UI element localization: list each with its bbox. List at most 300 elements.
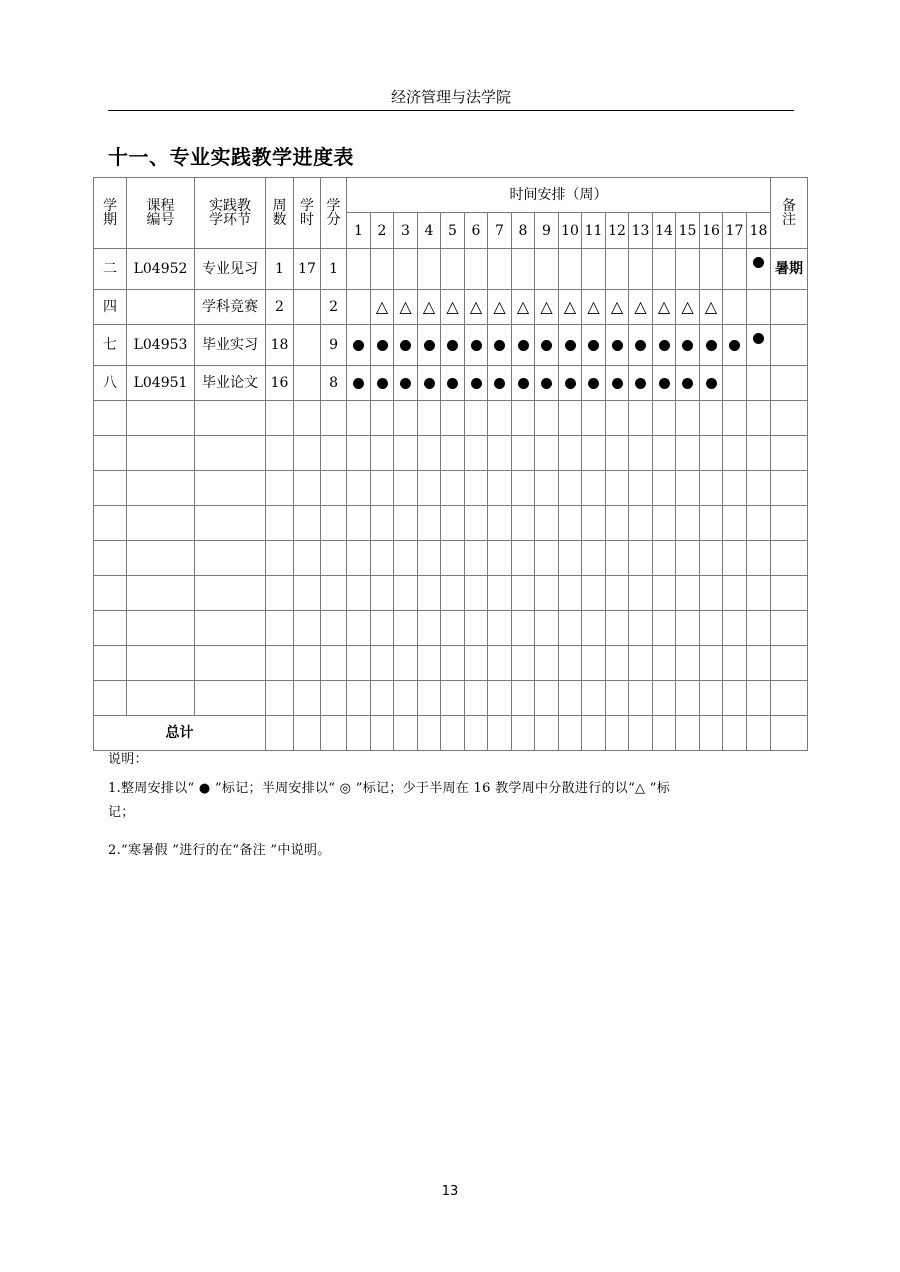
empty-cell [700,576,723,611]
full-week-dot-icon [471,378,482,389]
week-schedule-cell [606,290,629,325]
week-schedule-cell [700,325,723,366]
empty-cell [195,436,266,471]
empty-cell [747,611,771,646]
week-schedule-cell [488,249,512,290]
empty-cell [512,436,535,471]
total-cell [653,716,676,751]
full-week-dot-icon [612,340,623,351]
week-schedule-cell [371,290,394,325]
total-cell [294,716,321,751]
empty-cell [700,681,723,716]
empty-cell [653,681,676,716]
empty-cell [582,506,606,541]
empty-cell [582,436,606,471]
empty-cell [653,646,676,681]
empty-cell [441,436,465,471]
empty-cell [488,401,512,436]
week-number-cell: 3 [394,213,418,249]
empty-cell [606,541,629,576]
week-schedule-cell [418,249,441,290]
empty-cell [418,401,441,436]
total-cell [723,716,747,751]
empty-cell [441,401,465,436]
week-schedule-cell [488,290,512,325]
week-number-cell: 11 [582,213,606,249]
total-cell [535,716,559,751]
empty-cell [266,681,294,716]
empty-cell [266,506,294,541]
full-week-dot-icon [353,378,364,389]
week-number-cell: 9 [535,213,559,249]
total-cell [441,716,465,751]
total-label: 总计 [94,716,266,751]
header-remark [771,178,808,249]
total-cell [371,716,394,751]
week-schedule-cell [394,290,418,325]
total-row [94,716,808,751]
empty-cell [629,646,653,681]
hours-cell: 17 [294,249,321,290]
remark-cell: 暑期 [771,249,808,290]
empty-cell [347,681,371,716]
empty-cell [347,646,371,681]
empty-cell [582,401,606,436]
full-week-dot-icon [682,378,693,389]
empty-cell [127,611,195,646]
section-title: 十一、专业实践教学进度表 [108,145,354,169]
header-credits-line2: 分 [326,212,341,228]
empty-cell [559,611,582,646]
header-semester [94,178,127,249]
week-schedule-cell [394,366,418,401]
empty-cell [321,401,347,436]
empty-cell [488,646,512,681]
empty-cell [294,681,321,716]
empty-cell [771,436,808,471]
full-week-dot-icon [706,378,717,389]
remark-cell [771,325,808,366]
empty-cell [629,436,653,471]
total-cell [465,716,488,751]
empty-cell [195,401,266,436]
total-cell [606,716,629,751]
empty-cell [512,611,535,646]
empty-cell [371,541,394,576]
empty-cell [606,436,629,471]
scattered-triangle-icon: △ [516,297,530,316]
empty-cell [94,436,127,471]
total-cell [394,716,418,751]
full-week-dot-icon [706,340,717,351]
empty-cell [294,611,321,646]
week-schedule-cell [653,366,676,401]
credits-cell: 9 [321,325,347,366]
scattered-triangle-icon: △ [540,297,553,316]
empty-cell [723,471,747,506]
empty-cell [94,401,127,436]
empty-cell [559,681,582,716]
week-schedule-cell [559,325,582,366]
empty-cell [418,681,441,716]
header-link-line1: 实践教 [209,198,251,214]
hours-cell [294,290,321,325]
header-rule [108,110,794,111]
week-schedule-cell [747,325,771,366]
empty-cell [606,681,629,716]
empty-table-row [94,611,808,646]
empty-cell [195,471,266,506]
week-schedule-cell [512,249,535,290]
week-schedule-cell [371,249,394,290]
empty-cell [488,611,512,646]
empty-cell [606,611,629,646]
empty-cell [535,611,559,646]
empty-cell [394,611,418,646]
full-week-dot-icon [588,340,599,351]
week-schedule-cell [465,249,488,290]
empty-cell [418,576,441,611]
empty-cell [676,401,700,436]
week-number-cell: 13 [629,213,653,249]
empty-cell [629,401,653,436]
full-week-dot-icon [353,340,364,351]
empty-table-row [94,541,808,576]
week-schedule-cell [535,325,559,366]
empty-cell [321,436,347,471]
empty-cell [465,611,488,646]
remark-cell [771,366,808,401]
full-week-dot-icon [682,340,693,351]
week-schedule-cell [653,249,676,290]
empty-cell [394,401,418,436]
empty-cell [606,576,629,611]
full-week-dot-icon [400,378,411,389]
total-cell [582,716,606,751]
empty-cell [559,646,582,681]
empty-cell [653,506,676,541]
scattered-triangle-icon: △ [422,297,436,316]
header-code-line1: 课程 [146,198,175,214]
empty-cell [321,611,347,646]
empty-cell [535,541,559,576]
empty-cell [771,541,808,576]
empty-cell [371,576,394,611]
week-schedule-cell [747,290,771,325]
empty-cell [127,646,195,681]
week-schedule-cell [347,249,371,290]
empty-cell [559,506,582,541]
table-row [94,249,808,290]
scattered-triangle-icon: △ [399,297,412,316]
empty-cell [294,506,321,541]
empty-cell [582,611,606,646]
week-schedule-cell [441,325,465,366]
full-week-dot-icon [659,340,670,351]
week-schedule-cell [559,249,582,290]
empty-cell [488,541,512,576]
empty-cell [676,576,700,611]
empty-cell [418,646,441,681]
empty-cell [723,506,747,541]
empty-table-row [94,436,808,471]
empty-cell [441,681,465,716]
practice-schedule-table [93,177,808,751]
empty-cell [418,611,441,646]
header-practice-link [195,178,266,249]
empty-cell [94,471,127,506]
empty-cell [488,576,512,611]
semester-cell: 八 [94,366,127,401]
empty-cell [371,646,394,681]
empty-cell [465,506,488,541]
week-schedule-cell [723,366,747,401]
week-number-cell: 1 [347,213,371,249]
empty-cell [441,646,465,681]
empty-cell [559,576,582,611]
week-number-cell: 14 [653,213,676,249]
scattered-triangle-icon: △ [446,297,459,316]
week-number-cell: 15 [676,213,700,249]
table-row [94,290,808,325]
week-schedule-cell [418,325,441,366]
header-semester-line2: 期 [103,212,117,228]
empty-table-row [94,401,808,436]
empty-cell [559,436,582,471]
empty-cell [127,541,195,576]
empty-cell [266,401,294,436]
empty-cell [559,471,582,506]
empty-cell [700,436,723,471]
full-week-dot-icon [635,378,646,389]
week-schedule-cell [700,249,723,290]
empty-cell [394,471,418,506]
scattered-triangle-icon: △ [610,297,624,316]
week-number-cell: 10 [559,213,582,249]
week-number-cell: 8 [512,213,535,249]
header-schedule: 时间安排（周） [347,178,771,213]
empty-cell [127,506,195,541]
empty-cell [747,576,771,611]
total-cell [266,716,294,751]
full-week-dot-icon [424,378,435,389]
week-schedule-cell [559,290,582,325]
total-cell [418,716,441,751]
empty-cell [195,541,266,576]
empty-cell [195,646,266,681]
header-weeks-line2: 数 [272,212,287,228]
course-code-cell [127,290,195,325]
empty-table-row [94,471,808,506]
header-semester-line1: 学 [103,198,117,214]
full-week-dot-icon [588,378,599,389]
header-code-line2: 编号 [146,212,175,228]
empty-cell [371,611,394,646]
week-schedule-cell [629,325,653,366]
empty-cell [676,681,700,716]
notes-title: 说明： [108,752,148,767]
empty-cell [512,506,535,541]
empty-cell [676,646,700,681]
empty-cell [747,541,771,576]
header-hours-line2: 时 [300,212,314,228]
week-schedule-cell [371,366,394,401]
empty-cell [347,436,371,471]
empty-cell [771,611,808,646]
scattered-triangle-icon: △ [469,297,483,316]
empty-cell [294,576,321,611]
total-cell [629,716,653,751]
credits-cell: 8 [321,366,347,401]
empty-cell [441,471,465,506]
total-cell [488,716,512,751]
week-schedule-cell [441,290,465,325]
total-cell [347,716,371,751]
empty-cell [535,681,559,716]
empty-cell [723,401,747,436]
notes-line-2: 2.“寒暑假 ”进行的在“备注 ”中说明。 [108,843,331,858]
empty-cell [653,611,676,646]
week-schedule-cell [582,325,606,366]
empty-cell [371,681,394,716]
full-week-dot-icon [518,378,529,389]
header-hours-line1: 学 [300,198,314,214]
empty-cell [488,506,512,541]
empty-cell [195,611,266,646]
empty-cell [747,401,771,436]
full-week-dot-icon [447,378,458,389]
week-schedule-cell [465,366,488,401]
header-link-line2: 学环节 [209,212,251,228]
table-row [94,366,808,401]
empty-cell [94,646,127,681]
empty-cell [771,401,808,436]
semester-cell: 二 [94,249,127,290]
empty-cell [418,506,441,541]
week-number-cell: 17 [723,213,747,249]
empty-cell [535,401,559,436]
semester-cell: 四 [94,290,127,325]
empty-cell [723,576,747,611]
empty-cell [127,436,195,471]
scattered-triangle-icon: △ [375,297,389,316]
week-schedule-cell [700,366,723,401]
week-schedule-cell [606,325,629,366]
empty-cell [266,436,294,471]
empty-cell [747,471,771,506]
empty-cell [294,436,321,471]
empty-cell [94,576,127,611]
weeks-cell: 18 [266,325,294,366]
scattered-triangle-icon: △ [657,297,671,316]
empty-cell [127,576,195,611]
empty-cell [747,506,771,541]
empty-cell [94,611,127,646]
empty-cell [747,436,771,471]
empty-table-row [94,576,808,611]
empty-cell [606,506,629,541]
notes-line-1: 1.整周安排以“ ● ”标记；半周安排以“ ◎ ”标记；少于半周在 16 教学周中分散进行的以“△ ”标 [108,781,671,796]
week-schedule-cell [723,249,747,290]
week-schedule-cell [465,325,488,366]
empty-cell [394,436,418,471]
empty-cell [488,471,512,506]
empty-cell [294,541,321,576]
week-schedule-cell [747,249,771,290]
week-schedule-cell [394,249,418,290]
table-row [94,325,808,366]
empty-cell [266,611,294,646]
header-weeks-line1: 周 [272,198,287,214]
empty-cell [700,471,723,506]
empty-cell [394,646,418,681]
empty-cell [512,401,535,436]
empty-cell [512,646,535,681]
week-schedule-cell [747,366,771,401]
full-week-dot-icon [612,378,623,389]
total-cell [559,716,582,751]
week-schedule-cell [559,366,582,401]
empty-cell [606,471,629,506]
week-schedule-cell [441,249,465,290]
empty-cell [418,471,441,506]
empty-cell [582,471,606,506]
empty-table-row [94,506,808,541]
empty-cell [418,436,441,471]
empty-cell [441,541,465,576]
empty-cell [723,646,747,681]
week-schedule-cell [535,249,559,290]
empty-cell [94,541,127,576]
empty-cell [676,436,700,471]
week-schedule-cell [700,290,723,325]
empty-cell [771,471,808,506]
week-schedule-cell [676,325,700,366]
empty-cell [488,681,512,716]
empty-cell [394,681,418,716]
total-cell [700,716,723,751]
empty-cell [321,646,347,681]
empty-cell [723,611,747,646]
empty-cell [94,506,127,541]
full-week-dot-icon [541,340,552,351]
empty-cell [418,541,441,576]
course-code-cell: L04953 [127,325,195,366]
empty-cell [535,436,559,471]
week-schedule-cell [629,290,653,325]
week-schedule-cell [653,325,676,366]
empty-cell [127,681,195,716]
week-schedule-cell [629,366,653,401]
empty-cell [629,611,653,646]
week-schedule-cell [347,325,371,366]
week-schedule-cell [488,366,512,401]
empty-cell [676,506,700,541]
header-weeks [266,178,294,249]
empty-cell [321,681,347,716]
empty-cell [723,541,747,576]
full-week-dot-icon [565,340,576,351]
empty-cell [747,681,771,716]
empty-cell [723,436,747,471]
empty-cell [465,681,488,716]
empty-cell [606,646,629,681]
week-schedule-cell [723,325,747,366]
page-number: 13 [441,1184,459,1199]
full-week-dot-icon [753,333,764,344]
credits-cell: 2 [321,290,347,325]
empty-cell [629,681,653,716]
